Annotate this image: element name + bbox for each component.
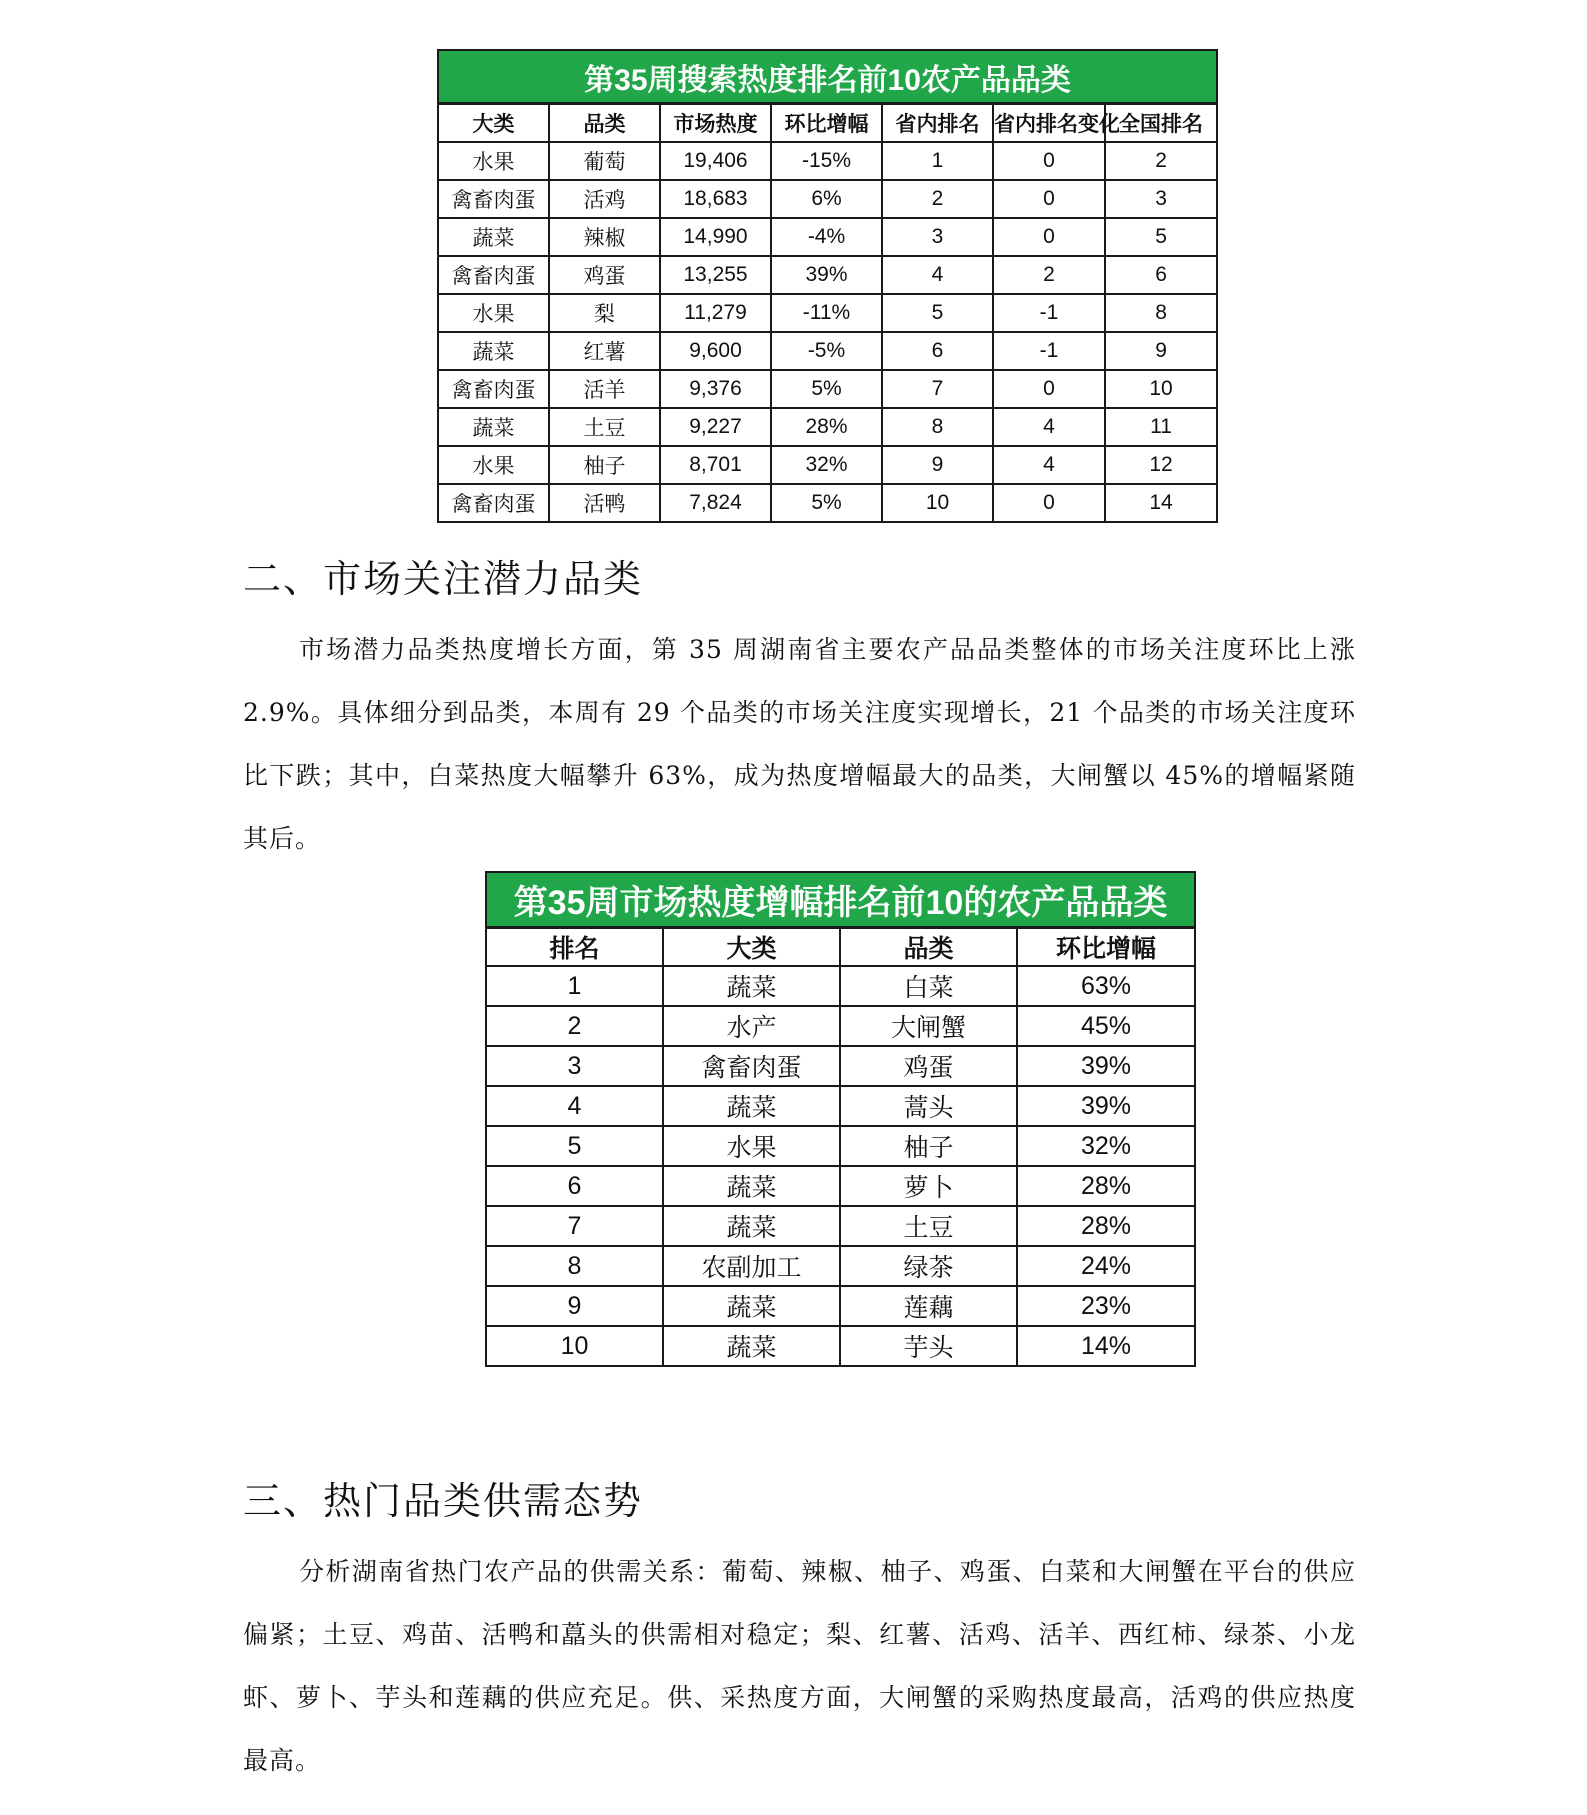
table-cell: 9 (882, 446, 993, 484)
table-cell: 禽畜肉蛋 (438, 484, 549, 522)
table-cell: 13,255 (660, 256, 771, 294)
table-header-row (486, 928, 1195, 967)
table-cell: 2 (993, 256, 1105, 294)
table-cell: 禽畜肉蛋 (438, 180, 549, 218)
table-cell: 土豆 (549, 408, 660, 446)
table-row (438, 218, 1217, 256)
table-cell: 白菜 (840, 966, 1017, 1006)
column-header: 大类 (438, 104, 549, 143)
table-cell: 14% (1017, 1326, 1195, 1366)
table-cell: 鸡蛋 (549, 256, 660, 294)
table-cell: 11 (1105, 408, 1217, 446)
table-row (438, 408, 1217, 446)
table-cell: 28% (771, 408, 882, 446)
table-cell: 39% (1017, 1046, 1195, 1086)
table-cell: 水果 (438, 294, 549, 332)
table-cell: 0 (993, 218, 1105, 256)
column-header: 省内排名变化 (993, 104, 1105, 143)
table-row (486, 1006, 1195, 1046)
table-cell: 土豆 (840, 1206, 1017, 1246)
table-cell: 柚子 (549, 446, 660, 484)
table-cell: 禽畜肉蛋 (663, 1046, 840, 1086)
table-cell: 9 (1105, 332, 1217, 370)
table-cell: 大闸蟹 (840, 1006, 1017, 1046)
table-cell: -1 (993, 294, 1105, 332)
column-header: 全国排名 (1105, 104, 1217, 143)
table-row (486, 1246, 1195, 1286)
table-cell: 8 (882, 408, 993, 446)
table-title: 第35周搜索热度排名前10农产品品类 (438, 50, 1217, 104)
table-cell: 2 (486, 1006, 663, 1046)
column-header: 大类 (663, 928, 840, 967)
section-paragraph-supply-demand: 分析湖南省热门农产品的供需关系：葡萄、辣椒、柚子、鸡蛋、白菜和大闸蟹在平台的供应偏紧；土豆、鸡苗、活鸭和藠头的供需相对稳定；梨、红薯、活鸡、活羊、西红柿、绿茶、小龙虾、萝卜、芋头和莲藕的供应充足。供、采热度方面，大闸蟹的采购热度最高，活鸡的供应热度最高。 (243, 1557, 1356, 1775)
table-cell: -5% (771, 332, 882, 370)
column-header: 品类 (549, 104, 660, 143)
table-title: 第35周市场热度增幅排名前10的农产品品类 (486, 872, 1195, 928)
table-row (486, 1086, 1195, 1126)
column-header: 省内排名 (882, 104, 993, 143)
table-cell: 19,406 (660, 142, 771, 180)
table-cell: 5 (486, 1126, 663, 1166)
section-heading-market-potential: 二、市场关注潜力品类 (243, 557, 644, 601)
table-cell: 4 (882, 256, 993, 294)
column-header: 环比增幅 (771, 104, 882, 143)
table-cell: 8,701 (660, 446, 771, 484)
table-cell: 葡萄 (549, 142, 660, 180)
section-paragraph-market-potential: 市场潜力品类热度增长方面，第 35 周湖南省主要农产品品类整体的市场关注度环比上涨 2.9%。具体细分到品类，本周有 29 个品类的市场关注度实现增长，21 个品类的市场关注度环比下跌；其中，白菜热度大幅攀升 63%，成为热度增幅最大的品类，大闸蟹以 45%的增幅紧随其后。 (243, 635, 1356, 853)
table-cell: 活羊 (549, 370, 660, 408)
table-cell: 39% (1017, 1086, 1195, 1126)
table-cell: 活鸡 (549, 180, 660, 218)
table-cell: 蔬菜 (663, 966, 840, 1006)
table-cell: 禽畜肉蛋 (438, 256, 549, 294)
table-row (438, 294, 1217, 332)
table-cell: 11,279 (660, 294, 771, 332)
table-cell: 10 (1105, 370, 1217, 408)
table-cell: 23% (1017, 1286, 1195, 1326)
table-cell: 3 (486, 1046, 663, 1086)
table-cell: 鸡蛋 (840, 1046, 1017, 1086)
table-cell: 蔬菜 (663, 1206, 840, 1246)
table-row (438, 332, 1217, 370)
table-row (486, 966, 1195, 1006)
table-row (486, 1166, 1195, 1206)
table-cell: 0 (993, 484, 1105, 522)
table-cell: 45% (1017, 1006, 1195, 1046)
table-cell: 1 (486, 966, 663, 1006)
table-cell: 7 (486, 1206, 663, 1246)
table-cell: 3 (1105, 180, 1217, 218)
table-cell: 蔬菜 (663, 1326, 840, 1366)
table-cell: 9,600 (660, 332, 771, 370)
table-cell: 3 (882, 218, 993, 256)
table-cell: 2 (882, 180, 993, 218)
table-cell: 12 (1105, 446, 1217, 484)
table-cell: 蔬菜 (663, 1166, 840, 1206)
table-cell: 6% (771, 180, 882, 218)
table-cell: 5 (1105, 218, 1217, 256)
table-cell: 绿茶 (840, 1246, 1017, 1286)
table-cell: 芋头 (840, 1326, 1017, 1366)
table-cell: 6 (1105, 256, 1217, 294)
table-row (438, 370, 1217, 408)
table-row (438, 142, 1217, 180)
table-cell: 水果 (438, 142, 549, 180)
table-row (486, 1046, 1195, 1086)
table-cell: 14 (1105, 484, 1217, 522)
table-cell: 14,990 (660, 218, 771, 256)
heat-growth-ranking-table (485, 871, 1196, 1367)
table-cell: 24% (1017, 1246, 1195, 1286)
search-heat-ranking-table (437, 49, 1218, 523)
column-header: 品类 (840, 928, 1017, 967)
table-cell: 6 (882, 332, 993, 370)
table-cell: 萝卜 (840, 1166, 1017, 1206)
table-cell: 9,376 (660, 370, 771, 408)
table-cell: 4 (993, 408, 1105, 446)
column-header: 环比增幅 (1017, 928, 1195, 967)
table-cell: 红薯 (549, 332, 660, 370)
table-cell: 0 (993, 180, 1105, 218)
table-cell: 7,824 (660, 484, 771, 522)
table-cell: 农副加工 (663, 1246, 840, 1286)
table-cell: 8 (486, 1246, 663, 1286)
table-cell: 9 (486, 1286, 663, 1326)
table-row (438, 484, 1217, 522)
table-cell: 水果 (438, 446, 549, 484)
column-header: 排名 (486, 928, 663, 967)
table-cell: 63% (1017, 966, 1195, 1006)
table-row (486, 1126, 1195, 1166)
table-cell: 32% (771, 446, 882, 484)
table-cell: 柚子 (840, 1126, 1017, 1166)
table-cell: 蒿头 (840, 1086, 1017, 1126)
table-cell: 9,227 (660, 408, 771, 446)
table-cell: 32% (1017, 1126, 1195, 1166)
table-row (486, 1206, 1195, 1246)
table-cell: 蔬菜 (438, 408, 549, 446)
table-cell: -4% (771, 218, 882, 256)
table-cell: 蔬菜 (438, 218, 549, 256)
table-cell: 禽畜肉蛋 (438, 370, 549, 408)
table-cell: 18,683 (660, 180, 771, 218)
table-cell: 1 (882, 142, 993, 180)
section-heading-supply-demand: 三、热门品类供需态势 (243, 1479, 644, 1523)
table-cell: 7 (882, 370, 993, 408)
table-cell: -11% (771, 294, 882, 332)
table-cell: 水果 (663, 1126, 840, 1166)
table-row (438, 446, 1217, 484)
table-cell: 水产 (663, 1006, 840, 1046)
table-cell: 莲藕 (840, 1286, 1017, 1326)
table-cell: -1 (993, 332, 1105, 370)
table-cell: 39% (771, 256, 882, 294)
table-cell: 6 (486, 1166, 663, 1206)
table-cell: 蔬菜 (663, 1086, 840, 1126)
table-cell: -15% (771, 142, 882, 180)
table-row (438, 256, 1217, 294)
table-cell: 0 (993, 370, 1105, 408)
table-cell: 28% (1017, 1166, 1195, 1206)
table-cell: 2 (1105, 142, 1217, 180)
table-cell: 蔬菜 (438, 332, 549, 370)
table-cell: 5% (771, 370, 882, 408)
table-cell: 梨 (549, 294, 660, 332)
table-cell: 10 (486, 1326, 663, 1366)
table-row (438, 180, 1217, 218)
table-cell: 0 (993, 142, 1105, 180)
table-cell: 4 (993, 446, 1105, 484)
table-cell: 8 (1105, 294, 1217, 332)
table-cell: 5 (882, 294, 993, 332)
column-header: 市场热度 (660, 104, 771, 143)
table-cell: 蔬菜 (663, 1286, 840, 1326)
table-cell: 辣椒 (549, 218, 660, 256)
table-cell: 5% (771, 484, 882, 522)
table-cell: 10 (882, 484, 993, 522)
table-cell: 28% (1017, 1206, 1195, 1246)
table-cell: 活鸭 (549, 484, 660, 522)
table-row (486, 1286, 1195, 1326)
table-header-row (438, 104, 1217, 143)
table-row (486, 1326, 1195, 1366)
table-cell: 4 (486, 1086, 663, 1126)
